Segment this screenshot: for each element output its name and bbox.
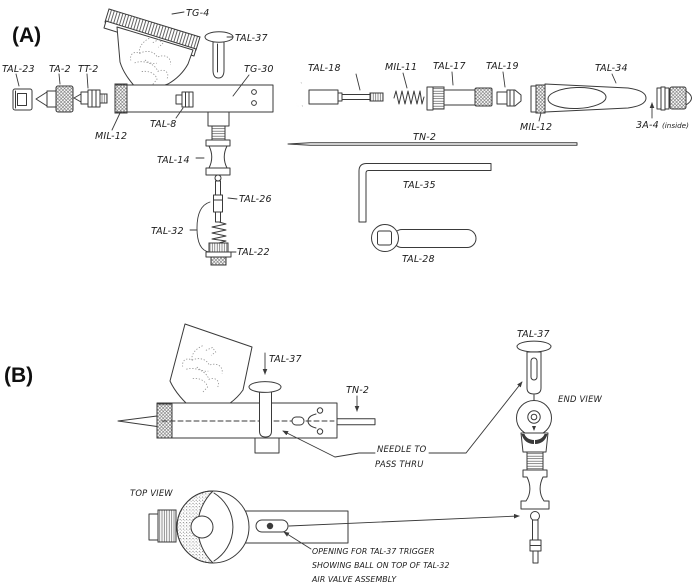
b-end-view (517, 329, 603, 563)
label-tal35: TAL-35 (403, 180, 436, 191)
label-3a4: 3A-4 (636, 120, 659, 131)
label-tal17: TAL-17 (433, 61, 466, 72)
part-air-valve-stack (151, 112, 272, 265)
section-b (4, 324, 603, 584)
label-tal26: TAL-26 (239, 194, 272, 205)
part-tn2-needle (288, 132, 577, 145)
label-mil12-right: MIL-12 (520, 122, 553, 133)
label-3a4-note: (inside) (662, 121, 689, 130)
part-tal23 (2, 64, 35, 110)
label-tal23: TAL-23 (2, 64, 35, 75)
label-needle-line1: NEEDLE TO (377, 444, 427, 454)
label-tal19: TAL-19 (486, 61, 519, 72)
part-tal8 (176, 95, 182, 104)
label-tg4: TG-4 (186, 8, 210, 19)
label-tn2-b: TN-2 (346, 385, 370, 396)
section-b-tag: (B) (4, 364, 34, 387)
section-a-tag: (A) (12, 24, 42, 47)
b-top-view (130, 488, 519, 584)
part-tt2 (74, 64, 107, 107)
b-color-cup (170, 324, 252, 412)
b-tn2-pointer (346, 385, 369, 411)
part-tal34-handle (520, 63, 646, 133)
label-top-view: TOP VIEW (130, 488, 173, 498)
label-tal28: TAL-28 (402, 254, 435, 265)
part-tal35-wrench (359, 164, 491, 223)
part-ta2 (36, 64, 73, 112)
label-tal32: TAL-32 (151, 226, 184, 237)
b-body-side-view (118, 403, 375, 453)
part-mil11-spring (385, 62, 424, 104)
label-mil12-left: MIL-12 (95, 131, 128, 142)
label-opening-line1: OPENING FOR TAL-37 TRIGGER (312, 547, 435, 556)
label-tt2: TT-2 (78, 64, 99, 75)
label-tg30: TG-30 (244, 64, 274, 75)
label-tal37-a: TAL-37 (235, 33, 268, 44)
label-ta2: TA-2 (49, 64, 71, 75)
label-mil11: MIL-11 (385, 62, 418, 73)
part-tg30-body (95, 64, 274, 142)
part-tal18 (297, 63, 383, 106)
label-opening-line2: SHOWING BALL ON TOP OF TAL-32 (312, 561, 450, 570)
label-tal37-end: TAL-37 (517, 329, 550, 340)
label-needle-line2: PASS THRU (375, 459, 424, 469)
label-opening-line3: AIR VALVE ASSEMBLY (312, 575, 397, 584)
label-tal22: TAL-22 (237, 247, 270, 258)
label-tal8: TAL-8 (150, 119, 177, 130)
label-tal18: TAL-18 (308, 63, 341, 74)
label-tal14: TAL-14 (157, 155, 190, 166)
valve-spring (212, 222, 226, 243)
label-end-view: END VIEW (558, 394, 603, 404)
part-tal28-wrench (372, 225, 477, 266)
section-a (2, 8, 692, 265)
label-tn2-a: TN-2 (413, 132, 437, 143)
part-tal17 (427, 61, 492, 110)
label-tal37-side: TAL-37 (269, 354, 302, 365)
label-tal34: TAL-34 (595, 63, 628, 74)
part-tg4-color-cup (104, 8, 209, 90)
